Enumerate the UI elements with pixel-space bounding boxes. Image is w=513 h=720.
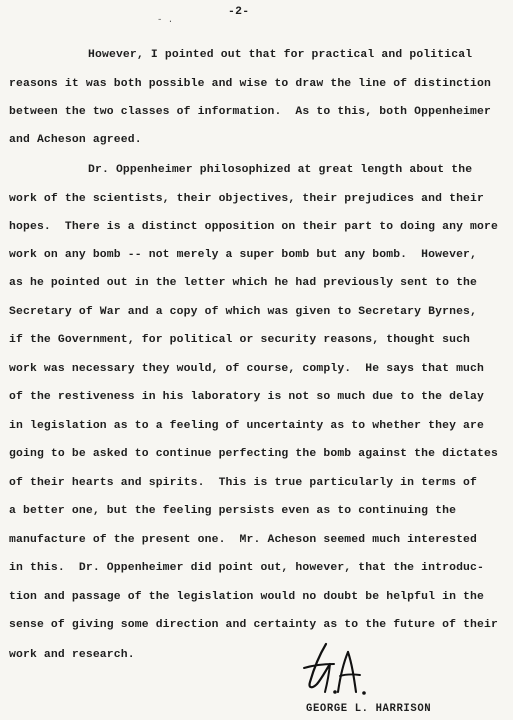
text-line: if the Government, for political or security reasons, thought such bbox=[9, 334, 471, 346]
text-line: work on any bomb -- not merely a super bomb but any bomb. However, bbox=[9, 249, 478, 261]
text-line: in this. Dr. Oppenheimer did point out, however, that the introduc- bbox=[9, 562, 485, 574]
text-line: tion and passage of the legislation would no doubt be helpful in the bbox=[9, 591, 485, 603]
text-line: sense of giving some direction and certainty as to the future of their bbox=[9, 619, 498, 631]
signer-name: GEORGE L. HARRISON bbox=[306, 703, 432, 715]
text-line: reasons it was both possible and wise to draw the line of distinction bbox=[9, 78, 491, 90]
text-line: in legislation as to a feeling of uncertainty as to whether they are bbox=[9, 420, 485, 432]
page-number: -2- bbox=[228, 6, 250, 18]
text-line: work and research. bbox=[9, 649, 135, 661]
handwritten-initials-signature bbox=[296, 634, 374, 706]
paper-specks: - . bbox=[157, 15, 174, 25]
text-line: hopes. There is a distinct opposition on their part to doing any more bbox=[9, 221, 498, 233]
text-line: and Acheson agreed. bbox=[9, 134, 142, 146]
text-line: going to be asked to continue perfecting the bomb against the dictates bbox=[9, 448, 498, 460]
text-line: between the two classes of information. As to this, both Oppenheimer bbox=[9, 106, 491, 118]
text-line: as he pointed out in the letter which he had previously sent to the bbox=[9, 277, 478, 289]
text-line: a better one, but the feeling persists even as to continuing the bbox=[9, 505, 457, 517]
text-line: However, I pointed out that for practical and political bbox=[88, 49, 473, 61]
text-line: of their hearts and spirits. This is true particularly in terms of bbox=[9, 477, 478, 489]
text-line: work of the scientists, their objectives, their prejudices and their bbox=[9, 193, 485, 205]
text-line: manufacture of the present one. Mr. Acheson seemed much interested bbox=[9, 534, 478, 546]
text-line: Secretary of War and a copy of which was given to Secretary Byrnes, bbox=[9, 306, 478, 318]
text-line: of the restiveness in his laboratory is not so much due to the delay bbox=[9, 391, 485, 403]
text-line: work was necessary they would, of course, comply. He says that much bbox=[9, 363, 485, 375]
text-line: Dr. Oppenheimer philosophized at great length about the bbox=[88, 164, 473, 176]
